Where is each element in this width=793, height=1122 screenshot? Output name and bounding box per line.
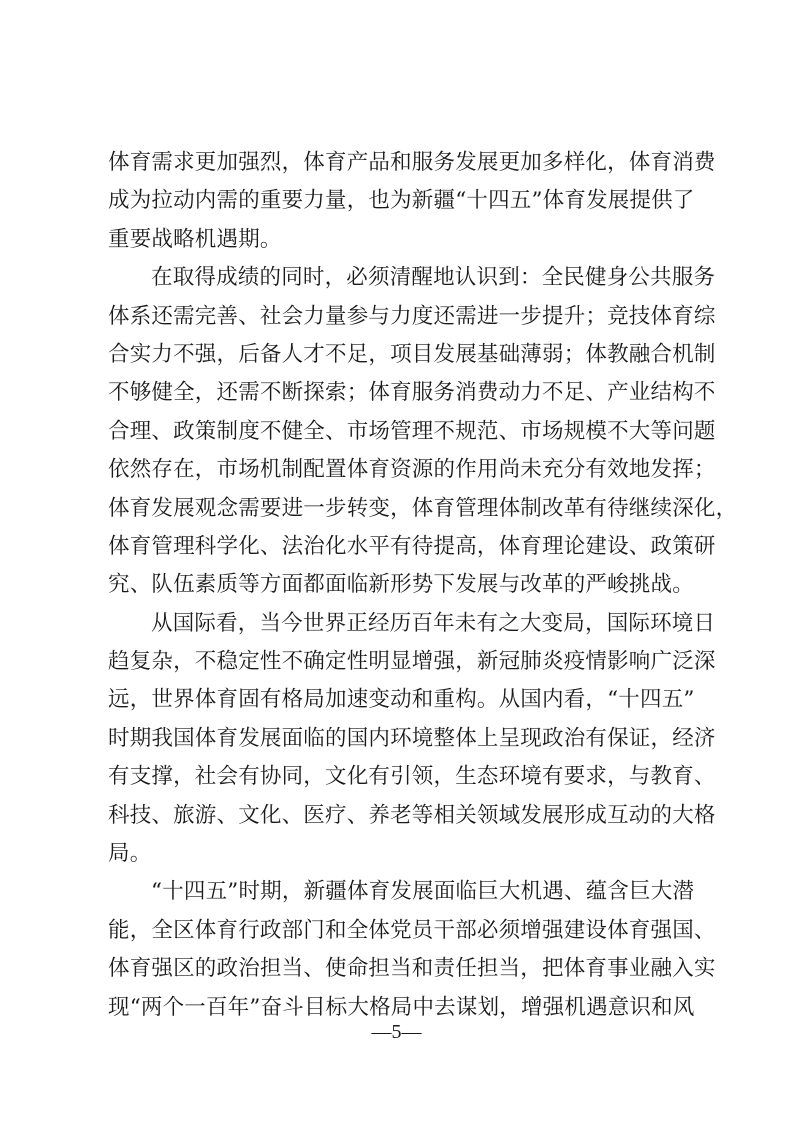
text-line: 在取得成绩的同时，必须清醒地认识到：全民健身公共服务: [151, 265, 716, 291]
text-line: 重要战略机遇期。: [108, 226, 282, 252]
text-line: 远，世界体育固有格局加速变动和重构。从国内看，“十四五”: [108, 687, 695, 713]
text-line: 体系还需完善、社会力量参与力度还需进一步提升；竞技体育综: [108, 303, 716, 329]
text-line: 合理、政策制度不健全、市场管理不规范、市场规模不大等问题: [108, 418, 716, 444]
text-line: 趋复杂，不稳定性不确定性明显增强，新冠肺炎疫情影响广泛深: [108, 649, 716, 675]
text-line: “十四五”时期，新疆体育发展面临巨大机遇、蕴含巨大潜: [151, 879, 695, 905]
body-text: [108, 144, 738, 1027]
text-line: 从国际看，当今世界正经历百年未有之大变局，国际环境日: [151, 610, 716, 636]
text-line: 不够健全，还需不断探索；体育服务消费动力不足、产业结构不: [108, 380, 716, 406]
text-line: 体育需求更加强烈，体育产品和服务发展更加多样化，体育消费: [108, 150, 716, 175]
paragraph: [108, 605, 716, 874]
text-line: 体育发展观念需要进一步转变，体育管理体制改革有待继续深化，: [108, 495, 738, 521]
paragraph: [108, 259, 738, 605]
text-line: 成为拉动内需的重要力量，也为新疆“十四五”体育发展提供了: [108, 188, 695, 214]
text-line: 时期我国体育发展面临的国内环境整体上呈现政治有保证，经济: [108, 725, 716, 751]
text-line: 体育管理科学化、法治化水平有待提高，体育理论建设、政策研: [108, 533, 716, 559]
text-line: 究、队伍素质等方面都面临新形势下发展与改革的严峻挑战。: [108, 572, 694, 598]
paragraph: [108, 144, 716, 259]
text-line: 科技、旅游、文化、医疗、养老等相关领域发展形成互动的大格: [108, 802, 716, 828]
text-line: 能，全区体育行政部门和全体党员干部必须增强建设体育强国、: [108, 917, 716, 943]
text-line: 有支撑，社会有协同，文化有引领，生态环境有要求，与教育、: [108, 764, 716, 790]
text-line: 局。: [108, 841, 152, 867]
text-line: 依然存在，市场机制配置体育资源的作用尚未充分有效地发挥；: [108, 457, 716, 483]
paragraph: [108, 873, 716, 1027]
page-number: —5—: [371, 1021, 422, 1043]
text-line: 现“两个一百年”奋斗目标大格局中去谋划，增强机遇意识和风: [108, 994, 695, 1020]
text-line: 合实力不强，后备人才不足，项目发展基础薄弱；体教融合机制: [108, 341, 716, 367]
text-line: 体育强区的政治担当、使命担当和责任担当，把体育事业融入实: [108, 956, 716, 982]
